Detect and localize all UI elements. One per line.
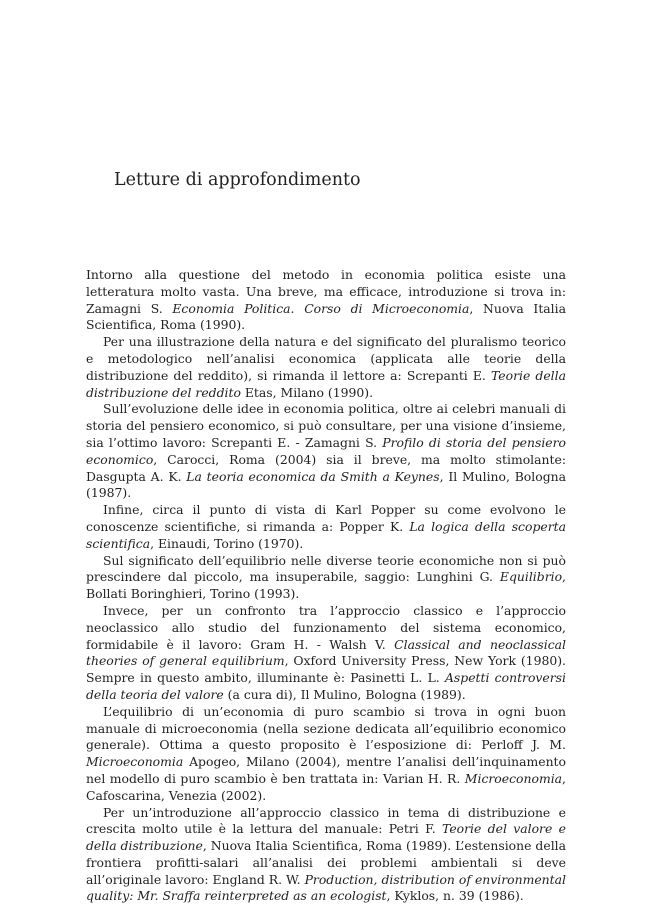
italic-title-run: Equilibrio <box>499 569 563 585</box>
italic-title-run: La logica della scoperta scientifica <box>86 518 567 551</box>
text-run: Apogeo, Milano (2004), mentre l’analisi dell’inquinamento nel modello di puro scambio è ben trattata in: Varian H. R. <box>86 754 566 786</box>
italic-title-run: Microeconomia <box>464 770 563 786</box>
text-run: Infine, circa il punto di vista di Karl Popper su come evolvono le conoscenze scientifiche, si rimanda a: Popper K. <box>86 502 566 534</box>
text-run: Sull’evoluzione delle idee in economia politica, oltre ai celebri manuali di storia del pensiero economico, si può consultare, per una visione d’insieme, sia l’ottimo lavoro: Screpanti E. - Zamagni S. <box>86 401 566 450</box>
text-run: , Nuova Italia Scientifica, Roma (1989). L’estensione della frontiera profitti-salari all’analisi dei problemi ambientali si deve all’originale lavoro: England R. W. <box>86 838 567 887</box>
text-run: Etas, Milano (1990). <box>240 384 374 400</box>
text-run: , Einaudi, Torino (1970). <box>150 535 304 551</box>
paragraph <box>86 805 566 906</box>
paragraph <box>86 401 566 502</box>
text-run: Per un’introduzione all’approccio classico in tema di distribuzione e crescita molto utile è la lettura del manuale: Petri F. <box>86 804 566 837</box>
text-run: (a cura di), Il Mulino, Bologna (1989). <box>223 686 466 702</box>
italic-title-run: Aspetti controversi della teoria del valore <box>86 670 567 702</box>
italic-title-run: Economia Politica. Corso di Microeconomia <box>172 300 470 316</box>
text-run: Sul significato dell’equilibrio nelle diverse teorie economiche non si può prescindere dal piccolo, ma insuperabile, saggio: Lunghini G. <box>86 552 566 585</box>
text-run: , Cafoscarina, Venezia (2002). <box>86 770 566 803</box>
text-run: , Il Mulino, Bologna (1987). <box>86 468 566 501</box>
italic-title-run: Production, distribution of environmental quality: Mr. Sraffa reinterpreted as an ecologist <box>86 871 566 904</box>
text-run: , Bollati Boringhieri, Torino (1993). <box>86 569 566 602</box>
text-run: Per una illustrazione della natura e del significato del pluralismo teorico e metodologico nell’analisi economica (applicata alle teorie della distribuzione del reddito), si rimanda il lettore a: Screpanti E. <box>86 334 566 383</box>
paragraph <box>86 704 566 805</box>
italic-title-run: Teorie della distribuzione del reddito <box>86 367 566 400</box>
paragraph <box>86 267 566 334</box>
italic-title-run: Microeconomia <box>86 754 184 770</box>
paragraph <box>86 603 566 704</box>
page-title: Letture di approfondimento <box>114 170 361 190</box>
italic-title-run: Teorie del valore e della distribuzione <box>86 821 566 854</box>
paragraph <box>86 502 566 552</box>
body-text <box>86 267 566 905</box>
italic-title-run: La teoria economica da Smith a Keynes <box>186 468 440 484</box>
italic-title-run: Classical and neoclassical theories of general equilibrium <box>86 636 566 669</box>
text-run: Intorno alla questione del metodo in economia politica esiste una letteratura molto vasta. Una breve, ma efficace, introduzione si trova in: Zamagni S. <box>86 267 566 316</box>
text-run: , Oxford University Press, New York (1980). Sempre in questo ambito, illuminante è: Pasinetti L. L. <box>86 653 566 686</box>
text-run: , Nuova Italia Scientifica, Roma (1990). <box>86 300 566 333</box>
text-run: , Carocci, Roma (2004) sia il breve, ma molto stimolante: Dasgupta A. K. <box>86 451 566 484</box>
italic-title-run: Profilo di storia del pensiero economico <box>86 434 566 467</box>
text-run: , Kyklos, n. 39 (1986). <box>386 888 524 904</box>
text-run: Invece, per un confronto tra l’approccio classico e l’approccio neoclassico allo studio del funzionamento del sistema economico, formidabile è il lavoro: Gram H. - Walsh V. <box>86 602 566 652</box>
paragraph <box>86 553 566 603</box>
text-run: L’equilibrio di un’economia di puro scambio si trova in ogni buon manuale di microeconomia (nella sezione dedicata all’equilibrio economico generale). Ottima a questo proposito è l’esposizione di: Perloff J. M. <box>86 703 566 753</box>
paragraph <box>86 334 566 401</box>
